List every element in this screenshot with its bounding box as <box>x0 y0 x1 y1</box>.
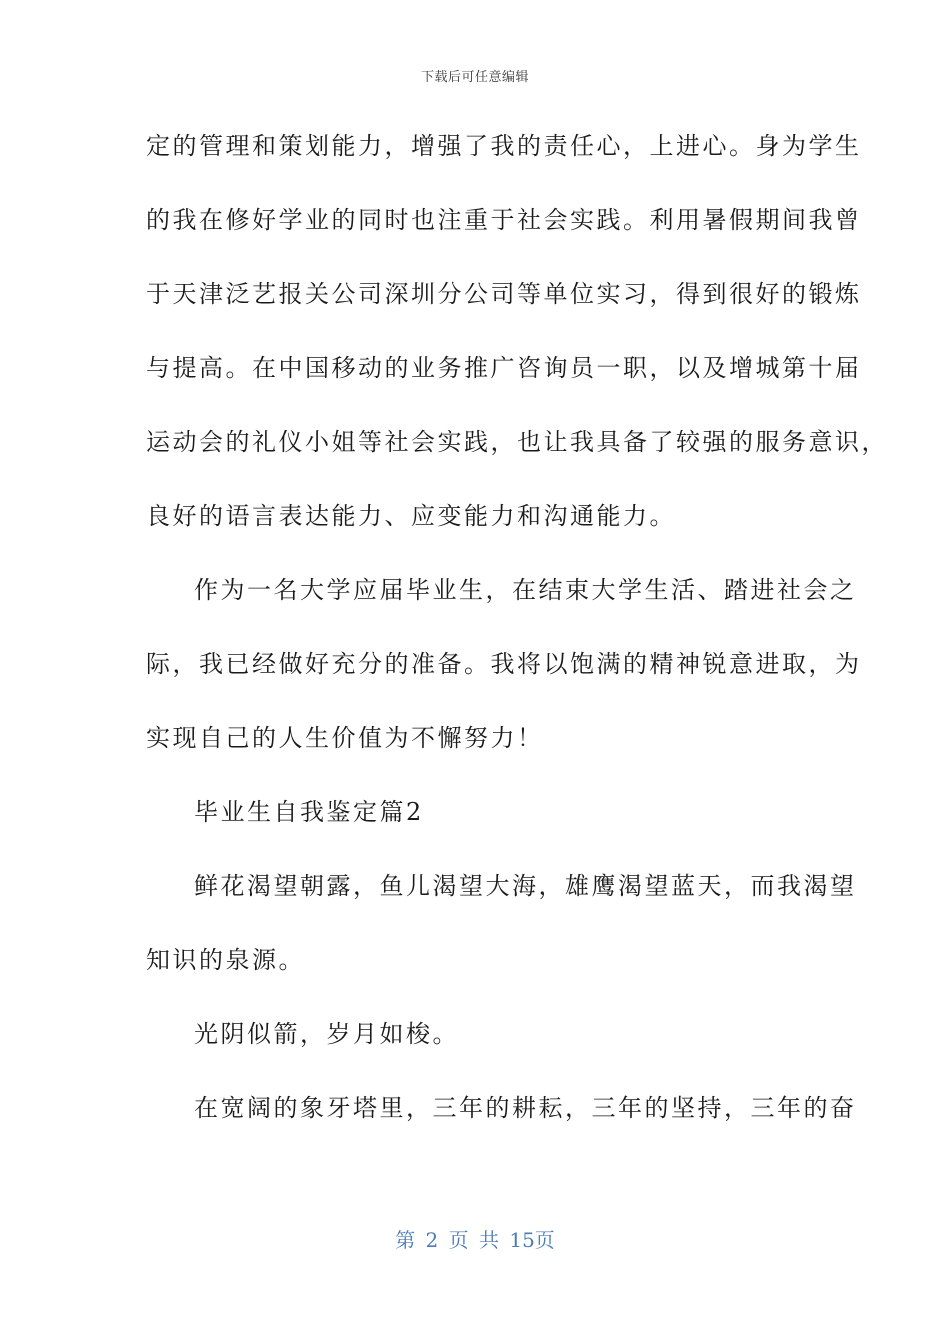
paragraph-start: 鲜花渴望朝露，鱼儿渴望大海，雄鹰渴望蓝天，而我渴望 <box>194 872 857 900</box>
paragraph-start: 光阴似箭，岁月如梭。 <box>194 1020 459 1048</box>
text-line: 良好的语言表达能力、应变能力和沟通能力。 <box>146 502 676 530</box>
text-line: 运动会的礼仪小姐等社会实践，也让我具备了较强的服务意识， <box>146 428 888 456</box>
text-line: 定的管理和策划能力，增强了我的责任心，上进心。身为学生 <box>146 132 862 160</box>
paragraph-start: 作为一名大学应届毕业生，在结束大学生活、踏进社会之 <box>194 576 857 604</box>
page-header: 下载后可任意编辑 <box>420 70 529 85</box>
page-number-footer: 第 2 页 共 15页 <box>395 1228 555 1252</box>
document-body <box>146 126 888 1162</box>
text-line: 与提高。在中国移动的业务推广咨询员一职，以及增城第十届 <box>146 354 862 382</box>
text-line: 的我在修好学业的同时也注重于社会实践。利用暑假期间我曾 <box>146 206 862 234</box>
text-line: 于天津泛艺报关公司深圳分公司等单位实习，得到很好的锻炼 <box>146 280 862 308</box>
paragraph-start: 在宽阔的象牙塔里，三年的耕耘，三年的坚持，三年的奋 <box>194 1094 857 1122</box>
text-line: 实现自己的人生价值为不懈努力！ <box>146 724 544 752</box>
text-line: 知识的泉源。 <box>146 946 305 974</box>
text-line: 际，我已经做好充分的准备。我将以饱满的精神锐意进取，为 <box>146 650 862 678</box>
section-heading: 毕业生自我鉴定篇2 <box>194 798 424 826</box>
